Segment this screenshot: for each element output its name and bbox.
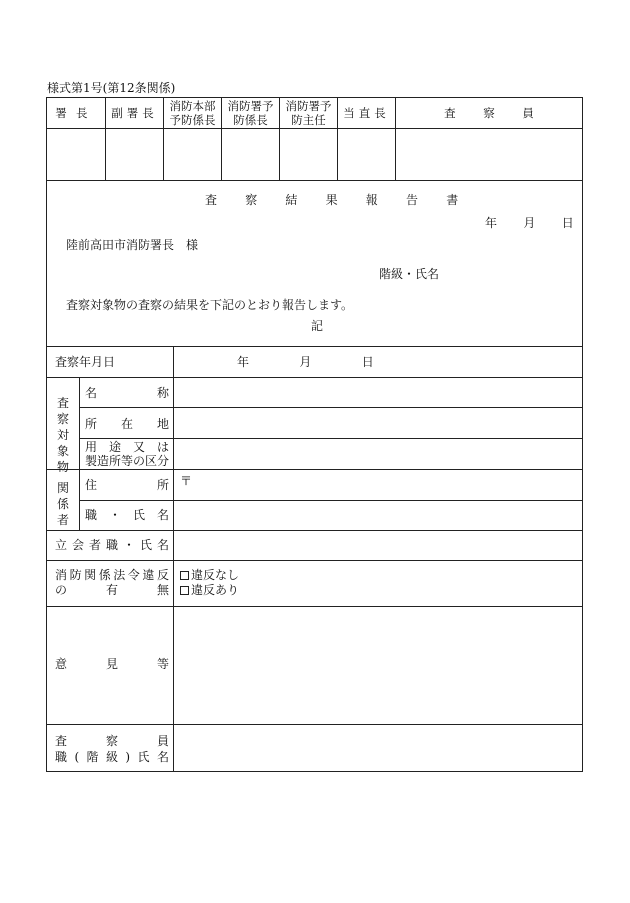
violation-label-1: 消防関係法令違反 — [55, 568, 169, 582]
violation-label-2: の有無 — [55, 583, 169, 597]
violation-option-none[interactable]: 違反なし — [180, 568, 239, 583]
target-usage-label-1: 用途又は — [85, 440, 169, 454]
postal-mark: 〒 — [180, 474, 193, 488]
header-hq-prevention: 消防本部予防係長 — [164, 98, 221, 129]
related-address-label: 住所 — [85, 478, 169, 492]
column-divider — [173, 347, 174, 771]
report-ki: 記 — [311, 319, 324, 333]
report-title: 査察結果報告書 — [205, 193, 487, 207]
row-divider — [79, 407, 582, 408]
row-divider — [79, 500, 582, 501]
header-duty: 当直長 — [338, 98, 395, 129]
target-usage-label-2: 製造所等の区分 — [85, 454, 170, 468]
row-divider — [47, 377, 582, 378]
witness-label: 立会者職・氏名 — [55, 538, 169, 552]
inspection-date-value[interactable]: 年 月 日 — [237, 355, 394, 369]
report-date[interactable]: 年 月 日 — [485, 216, 582, 230]
related-group-label: 関係者 — [56, 481, 69, 527]
inspector-label-2: 職(階級)氏名 — [55, 750, 169, 764]
opinion-label: 意見等 — [55, 657, 169, 671]
header-chief: 署長 — [47, 98, 105, 129]
header-deputy: 副署長 — [106, 98, 163, 129]
header-station-prevention: 消防署予防係長 — [222, 98, 279, 129]
stamp-col-hq-prevention[interactable] — [164, 98, 222, 180]
stamp-col-inspector[interactable] — [396, 98, 582, 180]
detail-table — [46, 346, 583, 772]
target-name-label: 名称 — [85, 386, 169, 400]
row-divider — [79, 438, 582, 439]
row-divider — [47, 724, 582, 725]
violation-option-exists[interactable]: 違反あり — [180, 583, 239, 598]
checkbox-icon[interactable] — [180, 571, 189, 580]
stamp-col-deputy[interactable] — [106, 98, 164, 180]
row-divider — [47, 530, 582, 531]
stamp-col-duty[interactable] — [338, 98, 396, 180]
target-location-label: 所在地 — [85, 417, 169, 431]
report-rank-name[interactable]: 階級・氏名 — [379, 267, 440, 281]
related-name-label: 職・氏名 — [85, 508, 169, 522]
inspection-date-label: 査察年月日 — [55, 355, 116, 369]
row-divider — [47, 606, 582, 607]
inspector-label-1: 査察員 — [55, 734, 169, 748]
stamp-col-station-officer[interactable] — [280, 98, 338, 180]
row-divider — [47, 560, 582, 561]
target-group-label: 査察対象物 — [56, 396, 69, 474]
checkbox-icon[interactable] — [180, 586, 189, 595]
stamp-col-chief[interactable] — [47, 98, 106, 180]
report-addressee: 陸前高田市消防署長 様 — [66, 238, 199, 252]
row-divider — [47, 469, 582, 470]
report-section — [46, 181, 583, 347]
stamp-col-station-prevention[interactable] — [222, 98, 280, 180]
column-divider — [79, 377, 80, 530]
report-body: 査察対象物の査察の結果を下記のとおり報告します。 — [66, 298, 354, 312]
form-code: 様式第1号(第12条関係) — [47, 81, 176, 95]
approval-table — [46, 97, 583, 181]
header-inspector: 査察員 — [396, 98, 582, 129]
header-station-officer: 消防署予防主任 — [280, 98, 337, 129]
